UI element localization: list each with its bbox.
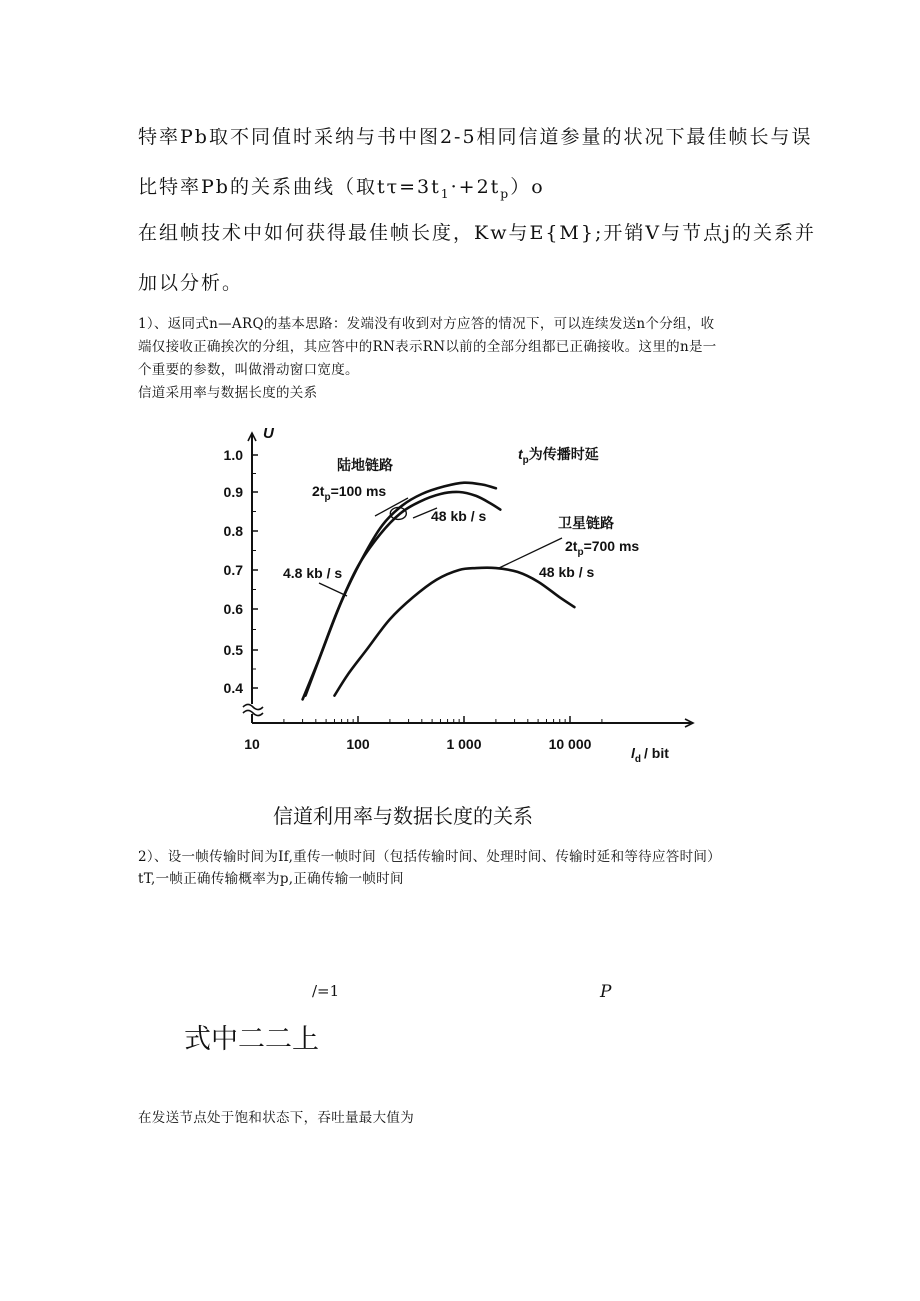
y-tick-label: 0.5 (223, 642, 243, 658)
paragraph2-line2: 加以分析。 (138, 272, 244, 294)
paragraph2-line1: 在组帧技术中如何获得最佳帧长度，Kw与E{M};开销V与节点j的关系并 (138, 222, 816, 244)
axis-break-mark (243, 705, 263, 710)
satellite-link-title: 卫星链路 (558, 515, 614, 531)
chart-labels (263, 425, 669, 765)
y-tick-label: 0.7 (223, 562, 243, 578)
satellite-rate-label: 48 kb / s (539, 564, 595, 580)
y-tick-label: 0.4 (223, 680, 243, 696)
paragraph3-line4: 信道采用率与数据长度的关系 (138, 385, 318, 401)
paragraph1-line2-suffix: ）o (510, 176, 545, 198)
land-rate-high-label: 48 kb / s (431, 508, 487, 524)
paragraph1-line2-mid: ·+2t (450, 176, 501, 198)
chart-ticks (224, 447, 602, 752)
formula-main: 式中二二上 (184, 1024, 319, 1055)
x-tick-label: 100 (346, 736, 370, 752)
paragraph4-line1: 2）、设一帧传输时间为If,重传一帧时间（包括传输时间、处理时间、传输时延和等待应答时间） (138, 849, 721, 865)
utilization-chart (205, 418, 705, 768)
formula-left: /=1 (312, 982, 340, 1000)
paragraph5: 在发送节点处于饱和状态下，吞吐量最大值为 (138, 1110, 414, 1126)
x-tick-label: 10 000 (548, 736, 592, 752)
land-link-param: $2t_p=100$ ms (312, 483, 387, 503)
satellite-link-param: $2t_p=700$ ms (565, 538, 640, 558)
land-link-title: 陆地链路 (337, 457, 393, 473)
y-tick-label: 0.6 (223, 601, 243, 617)
paragraph3-line3: 个重要的参数，叫做滑动窗口宽度。 (138, 362, 359, 378)
subscript-p: p (500, 186, 511, 201)
series-curve-3 (335, 568, 575, 696)
leader-line (319, 583, 347, 596)
paragraph1-line1: 特率Pb取不同值时采纳与书中图2-5相同信道参量的状况下最佳帧长与误 (138, 126, 813, 148)
land-rate-low-label: 4.8 kb / s (283, 565, 343, 581)
paragraph1-line2-prefix: 比特率Pb的关系曲线（取tτ=3t (138, 176, 441, 198)
tp-label: $t_p$为传播时延 (518, 446, 599, 466)
paragraph3-line1: 1）、返同式n—ARQ的基本思路：发端没有收到对方应答的情况下，可以连续发送n个分组，收 (138, 316, 715, 332)
x-tick-label: 10 (244, 736, 260, 752)
paragraph3-line2: 端仅接收正确挨次的分组，其应答中的RN表示RN以前的全部分组都已正确接收。这里的n是一 (138, 339, 717, 355)
x-tick-label: 1 000 (446, 736, 482, 752)
y-tick-label: 1.0 (223, 447, 243, 463)
x-axis-title: $l_d$ / bit (631, 745, 669, 765)
subscript-1: 1 (440, 186, 451, 201)
paragraph4-line2: tT,一帧正确传输概率为p,正确传输一帧时间 (138, 871, 404, 887)
chart-caption: 信道利用率与数据长度的关系 (273, 804, 533, 828)
formula-right: P (600, 982, 612, 1002)
paragraph1-line2 (138, 172, 545, 201)
y-axis-title: U (263, 425, 274, 442)
y-tick-label: 0.9 (223, 484, 243, 500)
y-tick-label: 0.8 (223, 523, 243, 539)
